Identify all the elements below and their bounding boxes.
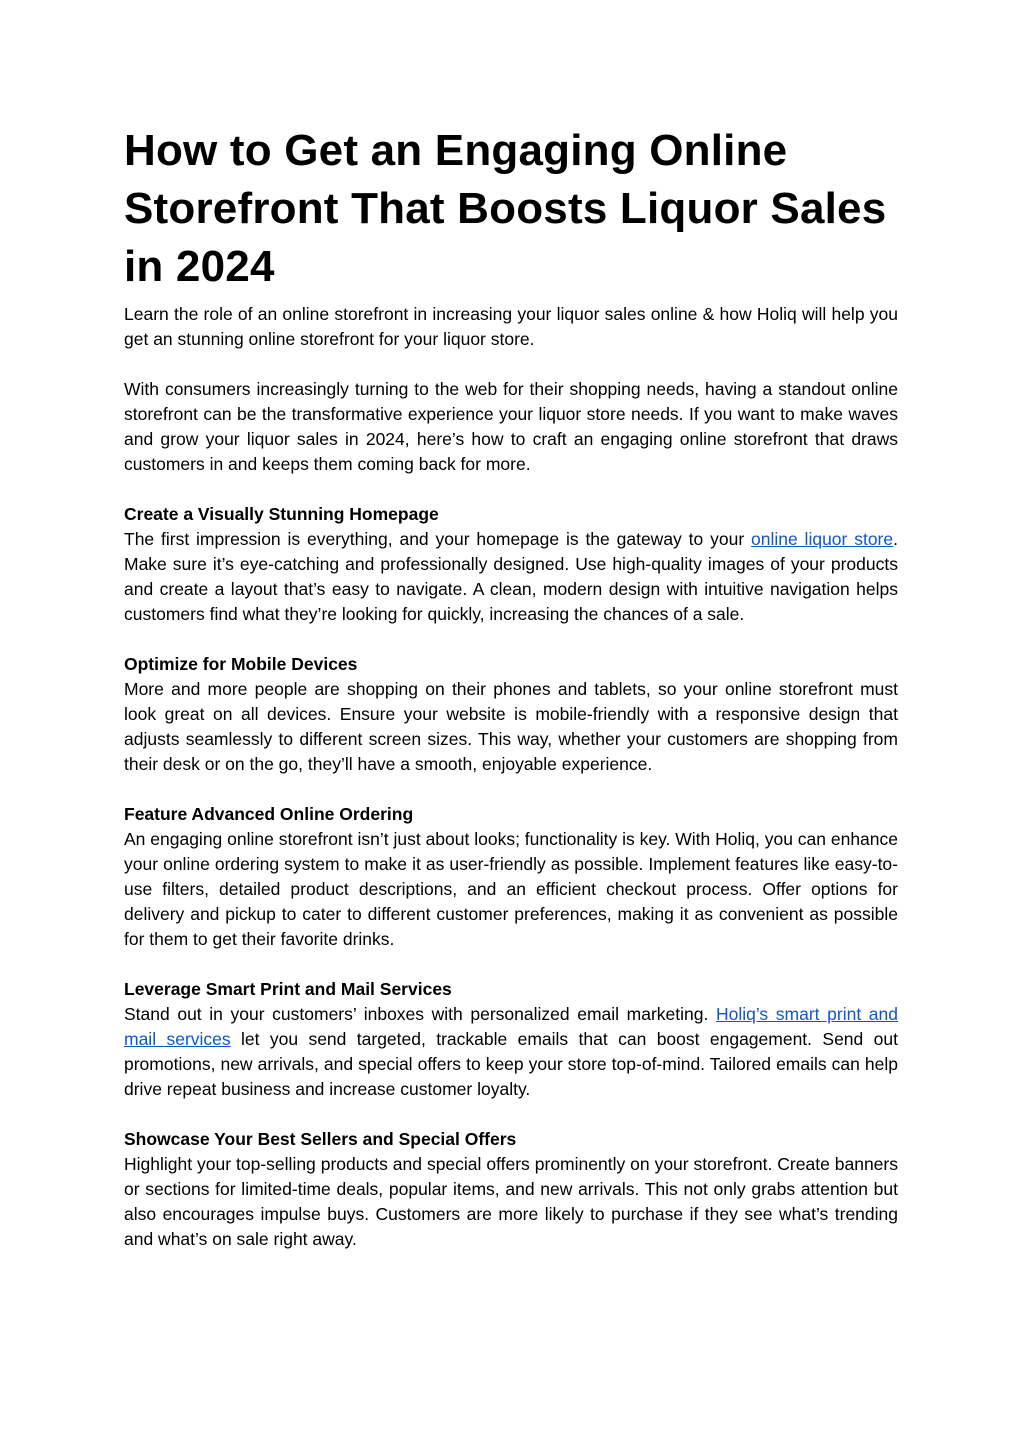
- body-text: Stand out in your customers’ inboxes with personalized email marketing.: [124, 1004, 716, 1024]
- section-homepage: [124, 502, 898, 627]
- section-mobile: [124, 652, 898, 777]
- intro-paragraph: Learn the role of an online storefront in increasing your liquor sales online & how Holiq will help you get an stunning online storefront for your liquor store.: [124, 304, 898, 349]
- section-heading: Optimize for Mobile Devices: [124, 654, 358, 674]
- section-body: Highlight your top-selling products and special offers prominently on your storefront. Create banners or sections for limited-time deals, popular items, and new arrivals. This not only grabs attention but also encourages impulse buys. Customers are more likely to purchase if they see what’s trending and what’s on sale right away.: [124, 1154, 898, 1249]
- body-text: The first impression is everything, and your homepage is the gateway to your: [124, 529, 751, 549]
- section-heading: Create a Visually Stunning Homepage: [124, 504, 439, 524]
- smart-print-mail-link[interactable]: Holiq’s smart print and mail services: [124, 1004, 898, 1049]
- section-body: An engaging online storefront isn’t just about looks; functionality is key. With Holiq, you can enhance your online ordering system to make it as user-friendly as possible. Implement features like easy-to-use filters, detailed product descriptions, and an efficient checkout process. Offer options for delivery and pickup to cater to different customer preferences, making it as convenient as possible for them to get their favorite drinks.: [124, 829, 899, 949]
- section-print-mail: [124, 977, 898, 1102]
- online-liquor-store-link[interactable]: online liquor store: [751, 529, 894, 549]
- section-best-sellers: [124, 1127, 898, 1252]
- section-ordering: [124, 802, 898, 952]
- document-page: [124, 122, 898, 1252]
- section-heading: Feature Advanced Online Ordering: [124, 804, 414, 824]
- section-body: More and more people are shopping on their phones and tablets, so your online storefront must look great on all devices. Ensure your website is mobile-friendly with a responsive design that adjusts seamlessly to different screen sizes. This way, whether your customers are shopping from their desk or on the go, they’ll have a smooth, enjoyable experience.: [124, 679, 898, 774]
- body-text: . Make sure it’s eye-catching and professionally designed. Use high-quality images of your products and create a layout that’s easy to navigate. A clean, modern design with intuitive navigation helps customers find what they’re looking for quickly, increasing the chances of a sale.: [124, 529, 898, 624]
- body-text: let you send targeted, trackable emails that can boost engagement. Send out promotions, new arrivals, and special offers to keep your store top-of-mind. Tailored emails can help drive repeat business and increase customer loyalty.: [124, 1029, 898, 1099]
- section-heading: Showcase Your Best Sellers and Special Offers: [124, 1129, 517, 1149]
- section-body: [124, 527, 898, 627]
- section-heading: Leverage Smart Print and Mail Services: [124, 979, 452, 999]
- page-title: How to Get an Engaging Online Storefront That Boosts Liquor Sales in 2024: [124, 126, 887, 291]
- section-body: [124, 1002, 898, 1102]
- lead-paragraph: With consumers increasingly turning to the web for their shopping needs, having a standout online storefront can be the transformative experience your liquor store needs. If you want to make waves and grow your liquor sales in 2024, here’s how to craft an engaging online storefront that draws customers in and keeps them coming back for more.: [124, 379, 898, 474]
